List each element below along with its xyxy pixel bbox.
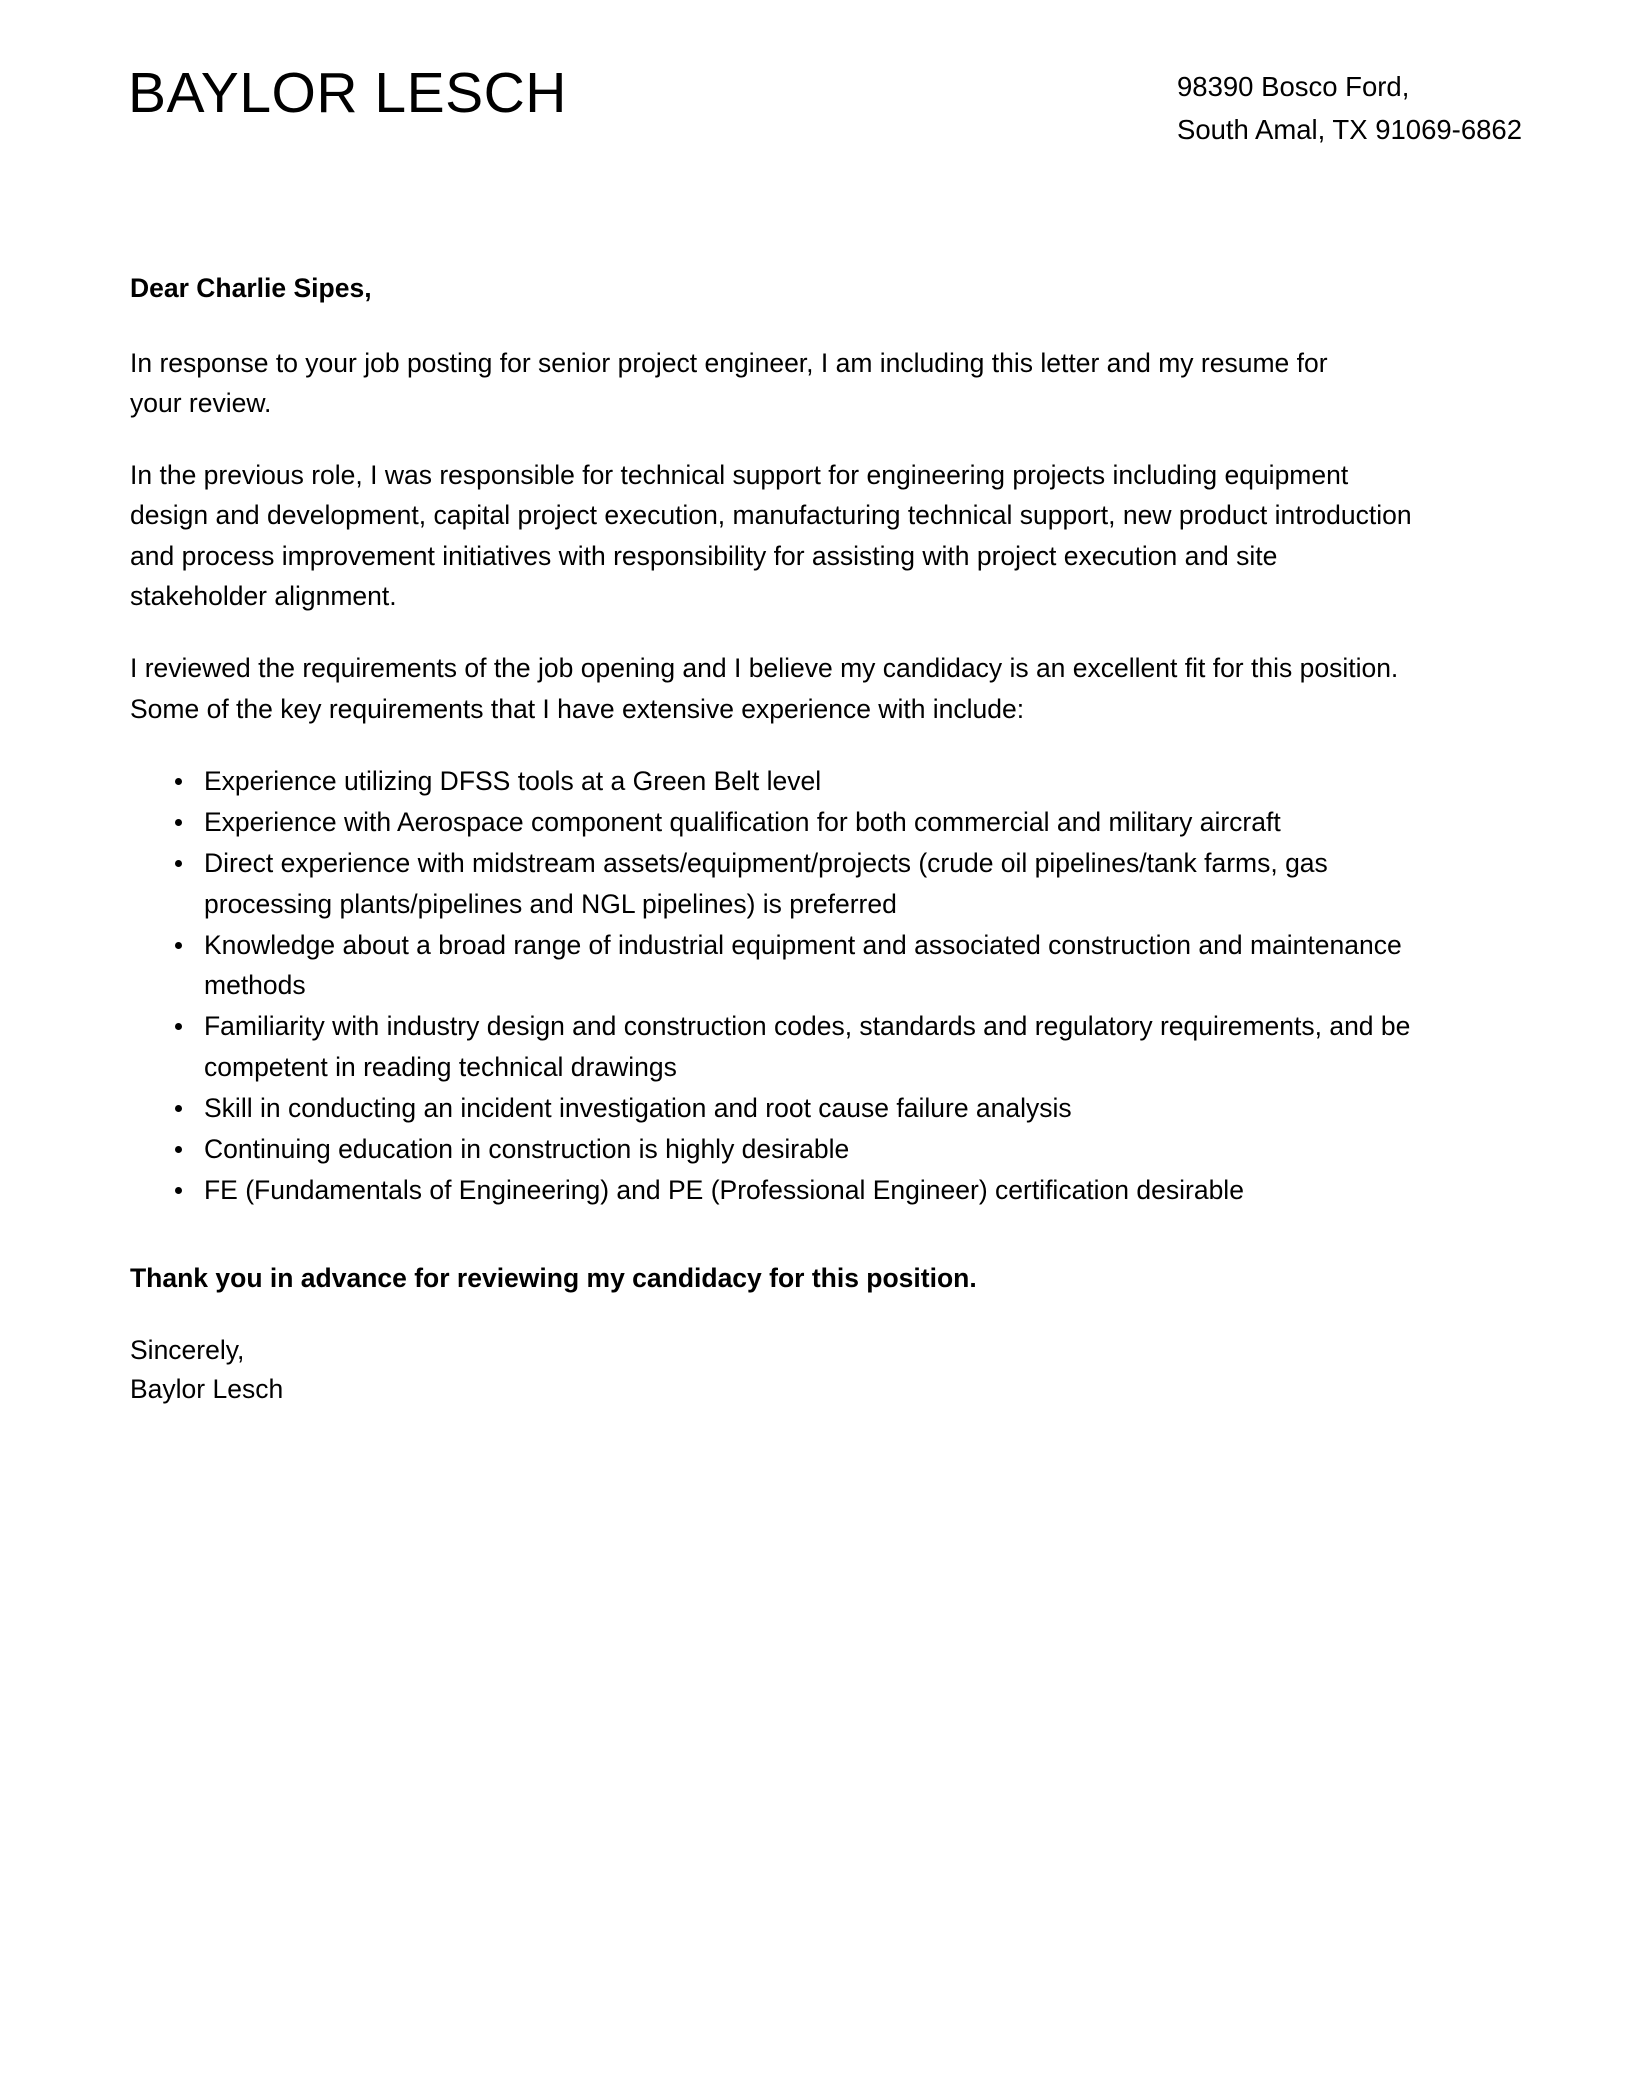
list-item: Direct experience with midstream assets/equipment/projects (crude oil pipelines/tank farms, gas processing plants/pipelines and NGL pipelines) is preferred (130, 843, 1430, 924)
closing-statement: Thank you in advance for reviewing my candidacy for this position. (130, 1262, 977, 1293)
list-item: Knowledge about a broad range of industrial equipment and associated construction and maintenance methods (130, 925, 1430, 1006)
letter-header (0, 0, 1632, 151)
list-item: Skill in conducting an incident investigation and root cause failure analysis (130, 1088, 1430, 1128)
letter-body (0, 269, 1632, 1408)
page-title: BAYLOR LESCH (128, 61, 567, 125)
address-line-city-state-zip: South Amal, TX 91069-6862 (1176, 113, 1522, 145)
address-line-street: 98390 Bosco Ford, (1176, 71, 1410, 102)
list-item: Familiarity with industry design and construction codes, standards and regulatory requirements, and be competent in reading technical drawings (130, 1006, 1430, 1087)
signature-name: Baylor Lesch (130, 1373, 284, 1404)
list-item: Experience utilizing DFSS tools at a Green Belt level (130, 761, 1430, 801)
paragraph-previous-role: In the previous role, I was responsible for technical support for engineering projects including equipment design and development, capital project execution, manufacturing technical support, new product introduction and process improvement initiatives with responsibility for assisting with project execution and site stakeholder alignment. (130, 460, 1412, 611)
requirements-list (130, 761, 1430, 1211)
salutation: Dear Charlie Sipes, (130, 273, 372, 304)
paragraph-intro: In response to your job posting for senior project engineer, I am including this letter and my resume for your review. (130, 347, 1328, 418)
valediction: Sincerely, (130, 1335, 245, 1366)
list-item: Experience with Aerospace component qualification for both commercial and military aircraft (130, 802, 1430, 842)
sender-address (1177, 56, 1524, 151)
paragraph-requirements-intro: I reviewed the requirements of the job opening and I believe my candidacy is an excellent fit for this position. Some of the key requirements that I have extensive experience with include: (130, 653, 1399, 724)
list-item: FE (Fundamentals of Engineering) and PE (Professional Engineer) certification desirable (130, 1170, 1430, 1210)
signature-block (130, 1331, 1502, 1408)
list-item: Continuing education in construction is highly desirable (130, 1129, 1430, 1169)
